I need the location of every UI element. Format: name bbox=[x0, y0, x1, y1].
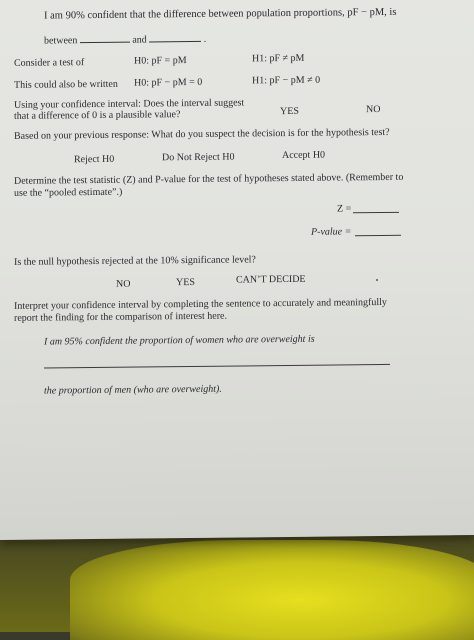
between-label: between bbox=[44, 35, 78, 47]
q1-between-line: between and . bbox=[44, 33, 207, 47]
consider-label: Consider a test of bbox=[14, 57, 85, 69]
p-value-label: P-value = bbox=[311, 226, 352, 238]
and-label: and bbox=[132, 34, 147, 46]
stat-question-line2: use the “pooled estimate”.) bbox=[14, 186, 123, 199]
lower-bound-blank[interactable] bbox=[80, 33, 130, 44]
h1-alt-statement: H1: pF − pM ≠ 0 bbox=[252, 74, 321, 87]
p-value-blank[interactable] bbox=[355, 235, 401, 236]
ci-question-line1: Using your confidence interval: Does the interval suggest bbox=[14, 97, 245, 111]
ci-no-option[interactable]: NO bbox=[366, 104, 381, 116]
interpret-sentence1: I am 95% confident the proportion of women who are overweight is bbox=[44, 333, 315, 348]
accept-option[interactable]: Accept H0 bbox=[282, 149, 326, 162]
yellow-fabric bbox=[70, 540, 474, 640]
interpret-sentence2: the proportion of men (who are overweight). bbox=[44, 383, 222, 397]
z-blank[interactable] bbox=[353, 212, 399, 213]
reject-option[interactable]: Reject H0 bbox=[74, 153, 115, 166]
stat-question-line1: Determine the test statistic (Z) and P-value for the test of hypotheses stated above. (Remember to bbox=[14, 171, 404, 187]
h0-alt-statement: H0: pF − pM = 0 bbox=[134, 76, 203, 89]
do-not-reject-option[interactable]: Do Not Reject H0 bbox=[162, 151, 235, 164]
cant-decide-option[interactable]: CAN’T DECIDE bbox=[236, 273, 306, 286]
h0-statement: H0: pF = pM bbox=[134, 55, 187, 67]
h1-statement: H1: pF ≠ pM bbox=[252, 52, 305, 65]
stray-mark bbox=[376, 279, 378, 281]
ci-yes-option[interactable]: YES bbox=[280, 105, 299, 118]
comparison-blank[interactable] bbox=[44, 364, 390, 369]
also-written-label: This could also be written bbox=[14, 78, 118, 91]
ci-question-line2: that a difference of 0 is a plausible value? bbox=[14, 109, 181, 122]
null-yes-option[interactable]: YES bbox=[176, 276, 195, 289]
upper-bound-blank[interactable] bbox=[149, 32, 201, 43]
decision-question: Based on your previous response: What do you suspect the decision is for the hypothesis test? bbox=[14, 126, 390, 142]
null-no-option[interactable]: NO bbox=[116, 278, 131, 290]
z-label: Z = bbox=[337, 203, 352, 215]
interpret-line1: Interpret your confidence interval by completing the sentence to accurately and meaningfully bbox=[14, 296, 387, 312]
interpret-line2: report the finding for the comparison of interest here. bbox=[14, 310, 227, 324]
null-question: Is the null hypothesis rejected at the 10% significance level? bbox=[14, 254, 256, 268]
q1-text: I am 90% confident that the difference between population proportions, pF − pM, is bbox=[44, 6, 397, 22]
